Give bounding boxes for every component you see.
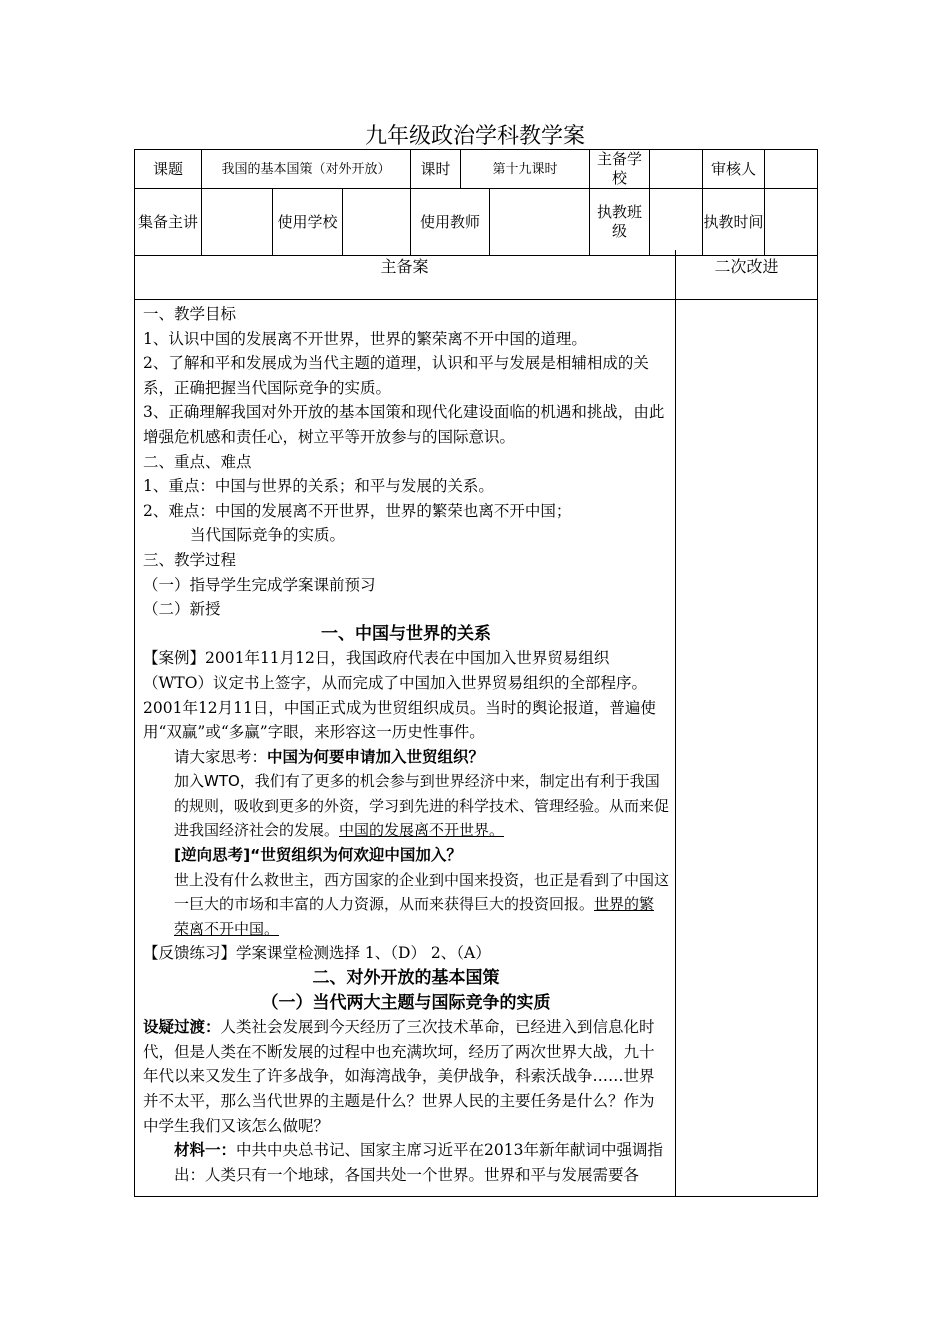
answer-1-conclusion: 中国的发展离不开世界。 [339,821,505,840]
teach-class-label: 执教班级 [590,189,650,256]
group-lead-value [202,189,273,256]
column-divider [675,250,676,1196]
objectives-heading: 一、教学目标 [143,305,237,323]
key-points-heading: 二、重点、难点 [143,452,252,471]
teach-class-value [650,189,703,256]
answer-2-text: 世上没有什么救世主，西方国家的企业到中国来投资，也正是看到了中国这一巨大的市场和丰富的人力资源，从而来获得巨大的投资回报。 [174,870,669,914]
revision-label: 二次改进 [714,257,779,276]
period-label: 课时 [411,150,461,189]
use-school-label: 使用学校 [273,189,343,256]
section-heading-1: 一、中国与世界的关系 [321,623,491,644]
period-value: 第十九课时 [461,150,590,189]
difficult-point: 2、难点：中国的发展离不开世界，世界的繁荣也离不开中国； [143,501,572,520]
header-table [134,149,818,256]
answer-2-conclusion: 世界的繁荣离不开中国。 [174,895,655,938]
reverse-thinking: [逆向思考]“世贸组织为何欢迎中国加入？ [174,846,462,865]
teach-time-label: 执教时间 [703,189,765,256]
section-heading-2: 二、对外开放的基本国策 [312,968,500,989]
main-plan-label: 主备案 [380,257,429,276]
process-step-2: （二）新授 [143,600,221,619]
main-school-label: 主备学校 [590,150,650,189]
process-step-1: （一）指导学生完成学案课前预习 [143,575,376,594]
answer-1-text: 加入WTO，我们有了更多的机会参与到世界经济中来，制定出有利于我国的规则，吸收到更多的外资，学习到先进的科学技术、管理经验。从而来促进我国经济社会的发展。 [174,772,669,840]
objective-1: 1、认识中国的发展离不开世界，世界的繁荣离不开中国的道理。 [143,329,587,348]
use-teacher-value [490,189,590,256]
difficult-point-cont: 当代国际竞争的实质。 [190,526,346,545]
process-heading: 三、教学过程 [143,550,237,569]
material-1 [143,1138,669,1187]
think-question-text: 中国为何要申请加入世贸组织？ [267,747,485,766]
think-question [143,745,669,770]
group-lead-label: 集备主讲 [135,189,202,256]
think-prefix: 请大家思考： [174,747,268,766]
teach-time-value [765,189,818,256]
intro-text: 人类社会发展到今天经历了三次技术革命，已经进入到信息化时代，但是人类在不断发展的过程中也充满坎坷，经历了两次世界大战，九十年代以来又发生了许多战争，如海湾战争，美伊战争，科索沃战争……世界并不太平，那么当代世界的主题是什么？世界人民的主要任务是什么？作为中学生我们又该怎么做呢？ [143,1018,655,1135]
main-school-value [650,150,703,189]
answer-1 [143,769,669,843]
case-text: 【案例】2001年11月12日，我国政府代表在中国加入世界贸易组织（WTO）议定书上签字，从而完成了中国加入世界贸易组织的全部程序。2001年12月11日，中国正式成为世贸组织成员。当时的舆论报道，普遍使用“双赢”或“多赢”字眼，来形容这一历史性事件。 [143,649,656,742]
use-teacher-label: 使用教师 [411,189,490,256]
review-label: 审核人 [703,150,765,189]
material-1-text: 中共中央总书记、国家主席习近平在2013年新年献词中强调指出：人类只有一个地球，各国共处一个世界。世界和平与发展需要各 [174,1141,663,1184]
document-title: 九年级政治学科教学案 [364,124,585,149]
subsection-heading: （一）当代两大主题与国际竞争的实质 [261,992,551,1013]
topic-value: 我国的基本国策（对外开放） [202,150,411,189]
review-value [765,150,818,189]
feedback-exercise: 【反馈练习】学案课堂检测选择 1、（D） 2、（A） [143,944,491,963]
row-divider [134,299,817,300]
plan-content [143,302,669,1192]
use-school-value [343,189,411,256]
material-1-label: 材料一： [174,1141,237,1160]
intro-paragraph [143,1015,669,1138]
topic-label: 课题 [135,150,202,189]
answer-2 [143,868,669,942]
objective-2: 2、了解和平和发展成为当代主题的道理，认识和平与发展是相辅相成的关系，正确把握当代国际竞争的实质。 [143,354,649,397]
key-point: 1、重点：中国与世界的关系；和平与发展的关系。 [143,477,494,496]
intro-label: 设疑过渡： [143,1018,221,1037]
objective-3: 3、正确理解我国对外开放的基本国策和现代化建设面临的机遇和挑战，由此增强危机感和责任心，树立平等开放参与的国际意识。 [143,403,665,446]
